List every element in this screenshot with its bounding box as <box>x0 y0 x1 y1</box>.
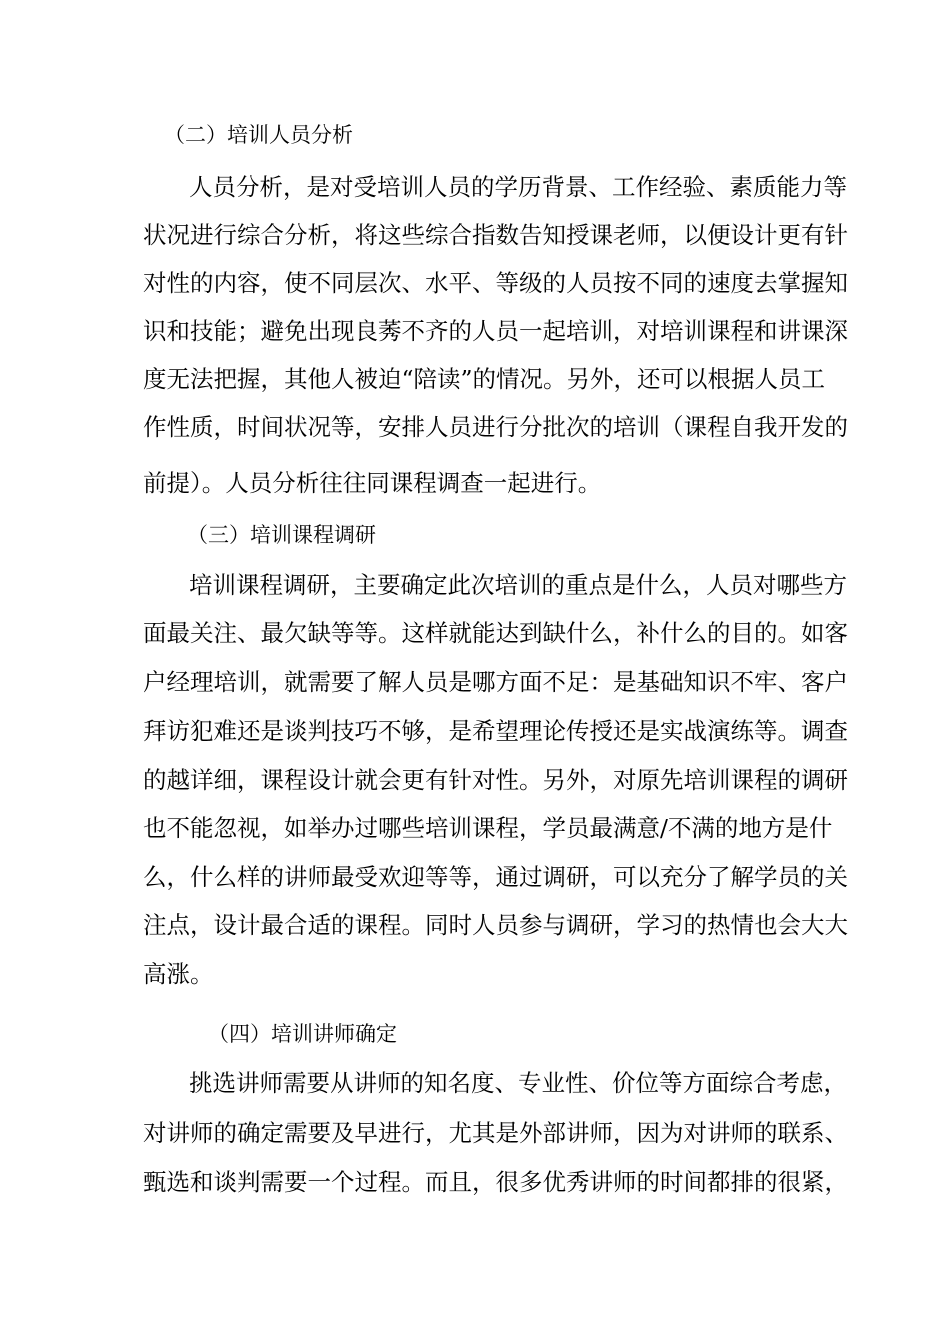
paragraph-line: 培训课程调研，主要确定此次培训的重点是什么，人员对哪些方 <box>189 571 847 599</box>
paragraph-line: 面最关注、最欠缺等等。这样就能达到缺什么，补什么的目的。如客 <box>143 619 848 647</box>
paragraph-line: 挑选讲师需要从讲师的知名度、专业性、价位等方面综合考虑， <box>189 1069 847 1097</box>
paragraph-line: 也不能忽视，如举办过哪些培训课程，学员最满意/不满的地方是什 <box>143 814 833 842</box>
paragraph-line: 户经理培训，就需要了解人员是哪方面不足：是基础知识不牢、客户 <box>143 668 848 696</box>
paragraph-line: 么，什么样的讲师最受欢迎等等，通过调研，可以充分了解学员的关 <box>143 863 848 891</box>
paragraph-line: 甄选和谈判需要一个过程。而且，很多优秀讲师的时间都排的很紧， <box>143 1168 848 1196</box>
section-heading-3: （三）培训课程调研 <box>187 523 376 547</box>
section-heading-2: （二）培训人员分析 <box>164 123 353 147</box>
paragraph-line: 对讲师的确定需要及早进行，尤其是外部讲师，因为对讲师的联系、 <box>143 1119 848 1147</box>
paragraph-line: 拜访犯难还是谈判技巧不够，是希望理论传授还是实战演练等。调查 <box>143 717 848 745</box>
paragraph-line: 人员分析，是对受培训人员的学历背景、工作经验、素质能力等 <box>189 173 847 201</box>
paragraph-line: 识和技能；避免出现良莠不齐的人员一起培训，对培训课程和讲课深 <box>143 317 848 345</box>
paragraph-line: 高涨。 <box>143 960 214 988</box>
paragraph-line: 状况进行综合分析，将这些综合指数告知授课老师，以便设计更有针 <box>143 221 848 249</box>
paragraph-line: 的越详细，课程设计就会更有针对性。另外，对原先培训课程的调研 <box>143 766 848 794</box>
paragraph-line: 度无法把握，其他人被迫“陪读”的情况。另外，还可以根据人员工 <box>143 365 826 393</box>
paragraph-line: 对性的内容，使不同层次、水平、等级的人员按不同的速度去掌握知 <box>143 269 848 297</box>
paragraph-line: 注点，设计最合适的课程。同时人员参与调研，学习的热情也会大大 <box>143 911 848 939</box>
section-heading-4: （四）培训讲师确定 <box>208 1022 397 1046</box>
paragraph-line: 前提）。人员分析往往同课程调查一起进行。 <box>143 469 602 497</box>
paragraph-line: 作性质，时间状况等，安排人员进行分批次的培训（课程自我开发的 <box>143 413 848 441</box>
